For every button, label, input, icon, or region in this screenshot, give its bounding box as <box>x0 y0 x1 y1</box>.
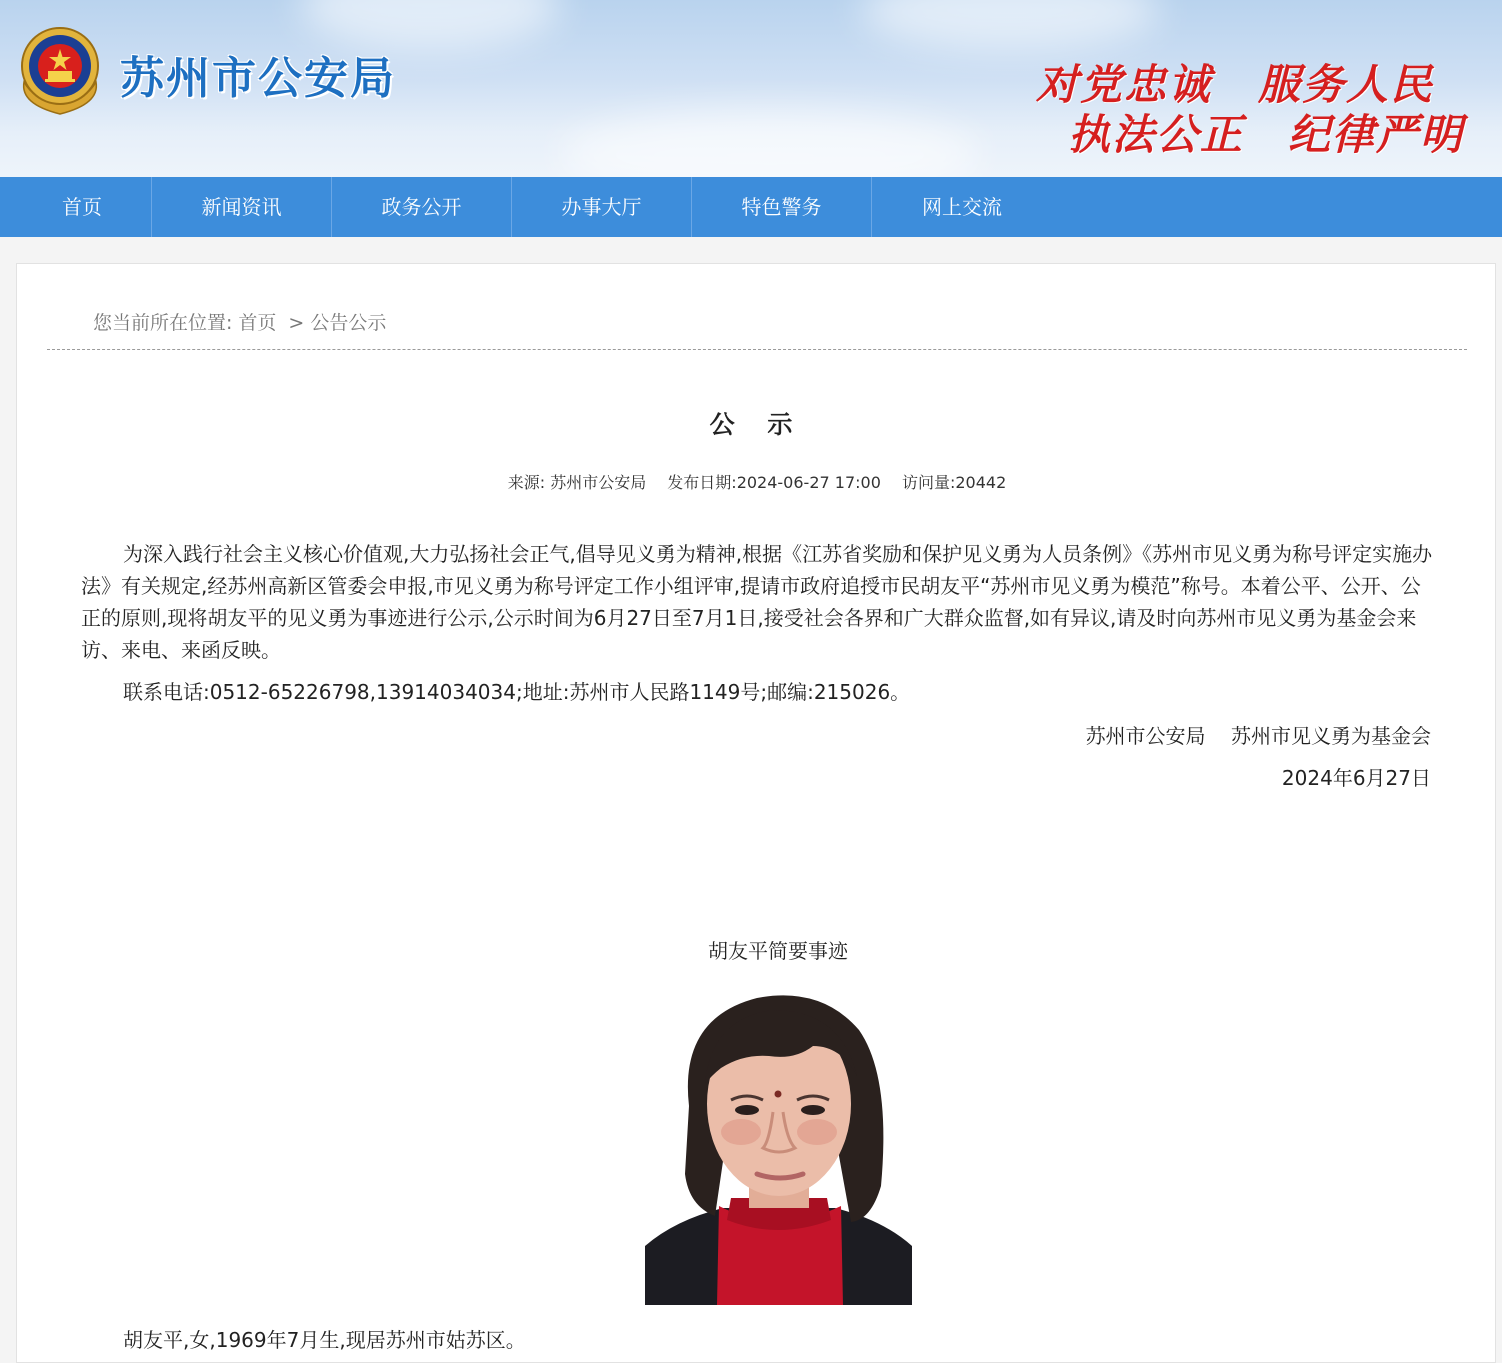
motto-text: 纪律严明 <box>1288 110 1465 159</box>
section-subtitle: 胡友平简要事迹 <box>708 939 848 963</box>
breadcrumb <box>93 308 392 335</box>
content-panel <box>16 263 1496 1363</box>
nav-item-service-hall[interactable]: 办事大厅 <box>512 177 692 237</box>
motto-text: 服务人民 <box>1258 60 1435 109</box>
article-publish-date: 发布日期:2024-06-27 17:00 <box>667 473 881 492</box>
article-source: 来源: 苏州市公安局 <box>507 473 647 492</box>
breadcrumb-divider <box>47 349 1467 350</box>
bio-paragraph: 胡友平,女,1969年7月生,现居苏州市姑苏区。 <box>123 1328 526 1352</box>
breadcrumb-prefix: 您当前所在位置: <box>93 312 233 334</box>
police-emblem-icon[interactable] <box>16 22 104 118</box>
banner-cloud <box>860 0 1160 50</box>
article-signature: 苏州市公安局 苏州市见义勇为基金会 <box>1085 724 1431 748</box>
article-title: 公 示 <box>709 410 805 439</box>
article-date: 2024年6月27日 <box>1281 766 1431 790</box>
contact-paragraph: 联系电话:0512-65226798,13914034034;地址:苏州市人民路1149号;邮编:215026。 <box>123 680 911 704</box>
article-meta <box>17 470 1497 493</box>
motto-text: 对党忠诚 <box>1036 60 1213 109</box>
breadcrumb-home-link[interactable]: 首页 <box>238 312 277 334</box>
nav-item-news[interactable]: 新闻资讯 <box>152 177 332 237</box>
banner-cloud <box>560 110 980 177</box>
article-paragraph: 为深入践行社会主义核心价值观,大力弘扬社会正气,倡导见义勇为精神,根据《江苏省奖励和保护见义勇为人员条例》《苏州市见义勇为称号评定实施办法》有关规定,经苏州高新区管委会申报,市见义勇为称号评定工作小组评审,提请市政府追授市民胡友平“苏州市见义勇为模范”称号。本着公平、公开、公正的原则,现将胡友平的见义勇为事迹进行公示,公示时间为6月27日至7月1日,接受社会各界和广大群众监督,如有异议,请及时向苏州市见义勇为基金会来访、来电、来函反映。 <box>81 542 1433 662</box>
breadcrumb-current-link[interactable]: 公告公示 <box>310 312 387 334</box>
article-visit-count: 访问量:20442 <box>901 473 1007 492</box>
site-title[interactable]: 苏州市公安局 <box>120 53 396 104</box>
nav-item-online-exchange[interactable]: 网上交流 <box>922 195 1002 219</box>
nav-item-special-police[interactable]: 特色警务 <box>692 177 872 237</box>
breadcrumb-separator: > <box>288 312 305 334</box>
nav-item-government-affairs[interactable]: 政务公开 <box>332 177 512 237</box>
main-nav <box>0 177 1502 237</box>
header-banner <box>0 0 1502 177</box>
nav-item-home[interactable]: 首页 <box>0 177 152 237</box>
motto-text: 执法公正 <box>1068 110 1245 159</box>
portrait-photo <box>645 984 912 1305</box>
